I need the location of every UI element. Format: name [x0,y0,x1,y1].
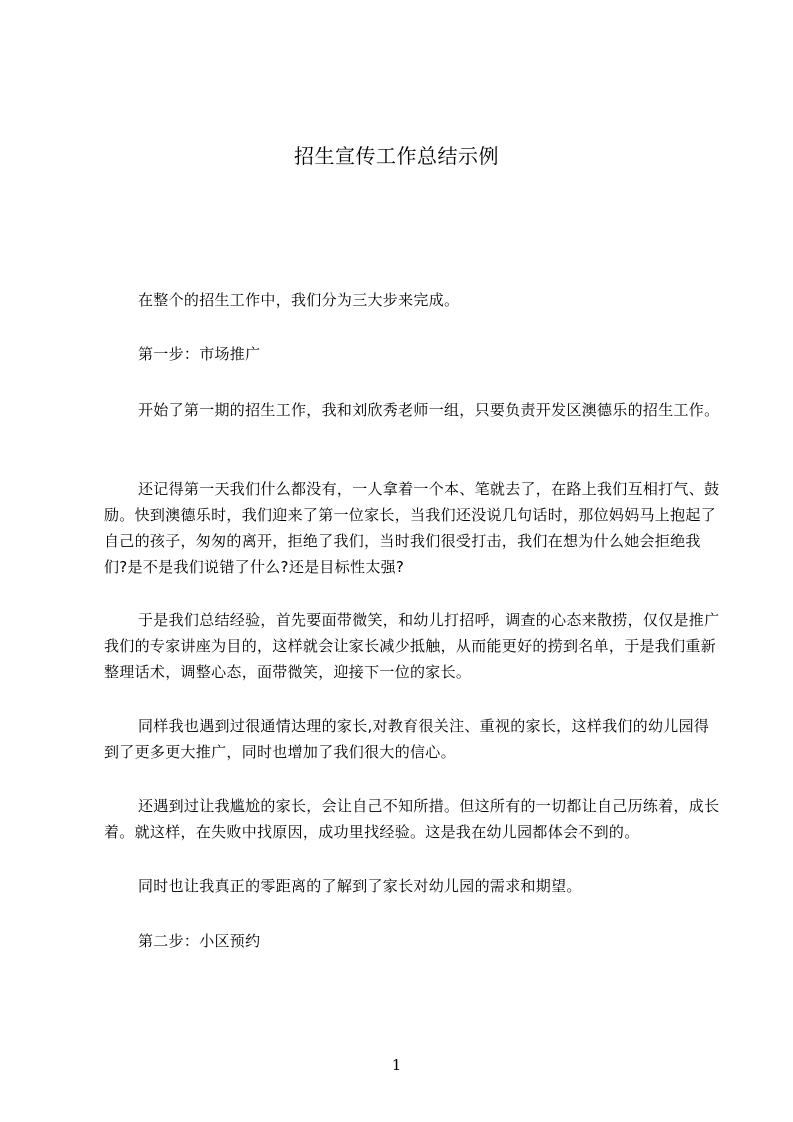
paragraph-understanding-needs: 同时也让我真正的零距离的了解到了家长对幼儿园的需求和期望。 [138,877,582,895]
page-number: 1 [391,1056,402,1074]
paragraph-understanding-parents: 同样我也遇到过很通情达理的家长,对教育很关注、重视的家长，这样我们的幼儿园得到了更多更大推广，同时也增加了我们很大的信心。 [104,717,710,761]
heading-step-one: 第一步：市场推广 [138,345,261,363]
paragraph-awkward-parents: 还遇到过让我尴尬的家长，会让自己不知所措。但这所有的一切都让自己历练着，成长着。就这样，在失败中找原因，成功里找经验。这是我在幼儿园都体会不到的。 [104,797,720,841]
page-title: 招生宣传工作总结示例 [294,144,499,168]
heading-step-two: 第二步：小区预约 [138,932,261,950]
paragraph-lessons: 于是我们总结经验，首先要面带微笑，和幼儿打招呼，调查的心态来散捞，仅仅是推广我们的专家讲座为目的，这样就会让家长减少抵触，从而能更好的捞到名单，于是我们重新整理话术，调整心态，面带微笑，迎接下一位的家长。 [104,611,720,681]
paragraph-intro: 在整个的招生工作中，我们分为三大步来完成。 [138,291,460,309]
paragraph-first-day: 还记得第一天我们什么都没有，一人拿着一个本、笔就去了，在路上我们互相打气、鼓励。快到澳德乐时，我们迎来了第一位家长，当我们还没说几句话时，那位妈妈马上抱起了自己的孩子，匆匆的离开，拒绝了我们，当时我们很受打击，我们在想为什么她会拒绝我们?是不是我们说错了什么?还是目标性太强? [104,480,720,576]
paragraph-start-work: 开始了第一期的招生工作，我和刘欣秀老师一组，只要负责开发区澳德乐的招生工作。 [138,401,720,419]
